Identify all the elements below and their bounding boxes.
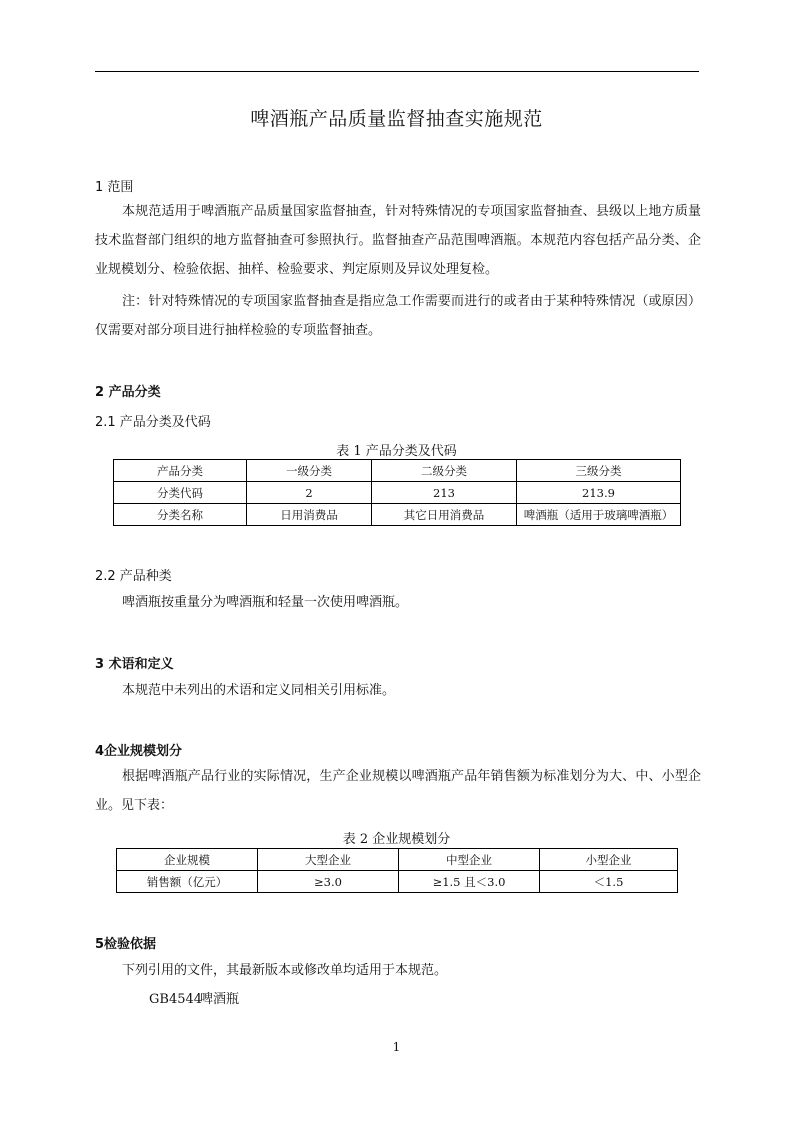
table-1 xyxy=(113,459,681,526)
table-cell: 企业规模 xyxy=(117,849,258,871)
section-2-2-heading: 2.2 产品种类 xyxy=(95,569,172,584)
section-4-text: 根据啤酒瓶产品行业的实际情况，生产企业规模以啤酒瓶产品年销售额为标准划分为大、中、小型企业。见下表： xyxy=(95,769,701,813)
table-cell: ≥3.0 xyxy=(258,871,399,893)
table-row xyxy=(117,871,678,893)
section-1-paragraph: 本规范适用于啤酒瓶产品质量国家监督抽查，针对特殊情况的专项国家监督抽查、县级以上地方质量技术监督部门组织的地方监督抽查可参照执行。监督抽查产品范围啤酒瓶。本规范内容包括产品分类、企业规模划分、检验依据、抽样、检验要求、判定原则及异议处理复检。 xyxy=(95,204,701,277)
table-cell: 2 xyxy=(247,482,372,504)
table-cell: 啤酒瓶（适用于玻璃啤酒瓶） xyxy=(517,504,681,526)
table-2-caption: 表 2 企业规模划分 xyxy=(342,832,451,847)
section-1-note: 注：针对特殊情况的专项国家监督抽查是指应急工作需要而进行的或者由于某种特殊情况（或原因）仅需要对部分项目进行抽样检验的专项监督抽查。 xyxy=(95,294,701,338)
section-1-heading: 1 范围 xyxy=(95,180,134,195)
table-cell: 二级分类 xyxy=(372,460,517,482)
table-cell: 分类代码 xyxy=(114,482,247,504)
page-number: 1 xyxy=(392,1040,401,1054)
section-5-text: 下列引用的文件，其最新版本或修改单均适用于本规范。 xyxy=(122,963,448,978)
standard-code: GB4544 xyxy=(149,992,203,1007)
section-2-2-text: 啤酒瓶按重量分为啤酒瓶和轻量一次使用啤酒瓶。 xyxy=(122,595,409,610)
table-cell: 产品分类 xyxy=(114,460,247,482)
table-cell: 大型企业 xyxy=(258,849,399,871)
table-cell: 三级分类 xyxy=(517,460,681,482)
table-cell: 销售额（亿元） xyxy=(117,871,258,893)
table-cell: 小型企业 xyxy=(540,849,678,871)
table-row xyxy=(114,482,681,504)
table-row xyxy=(114,504,681,526)
section-5-heading: 5检验依据 xyxy=(95,937,157,952)
table-cell: ≥1.5 且＜3.0 xyxy=(399,871,540,893)
table-cell: 一级分类 xyxy=(247,460,372,482)
table-cell: 213 xyxy=(372,482,517,504)
table-cell: 其它日用消费品 xyxy=(372,504,517,526)
standard-name: 啤酒瓶 xyxy=(200,992,240,1007)
table-2 xyxy=(116,848,678,893)
table-cell: ＜1.5 xyxy=(540,871,678,893)
table-1-caption: 表 1 产品分类及代码 xyxy=(336,444,457,459)
table-row xyxy=(117,849,678,871)
table-row xyxy=(114,460,681,482)
section-2-heading: 2 产品分类 xyxy=(95,385,161,400)
section-3-text: 本规范中未列出的术语和定义同相关引用标准。 xyxy=(122,683,396,698)
section-4-heading: 4企业规模划分 xyxy=(95,744,183,759)
document-title: 啤酒瓶产品质量监督抽查实施规范 xyxy=(250,108,543,130)
table-cell: 213.9 xyxy=(517,482,681,504)
table-cell: 日用消费品 xyxy=(247,504,372,526)
section-3-heading: 3 术语和定义 xyxy=(95,657,174,672)
table-cell: 分类名称 xyxy=(114,504,247,526)
header-rule xyxy=(95,71,699,72)
standard-reference xyxy=(95,985,701,1014)
table-cell: 中型企业 xyxy=(399,849,540,871)
section-2-1-heading: 2.1 产品分类及代码 xyxy=(95,415,211,430)
